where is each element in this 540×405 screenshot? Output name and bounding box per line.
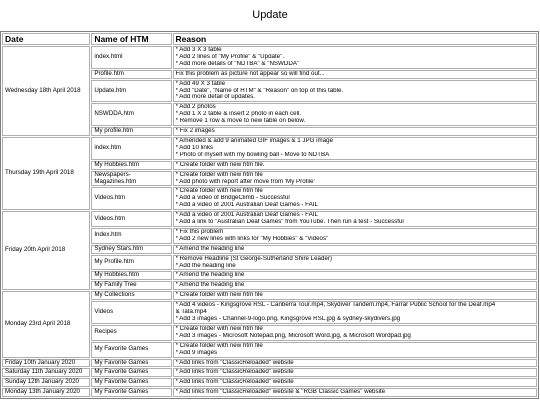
- reason-line: * Photo of myself with my bowling ball - Move to NDTBA: [175, 151, 330, 158]
- reason-line: * Create folder with new htm file: [175, 325, 263, 332]
- reason-cell: [173, 388, 537, 397]
- reason-cell: [173, 80, 537, 103]
- reason-line: * Remove 1 row & move to new table on below.: [175, 118, 306, 125]
- date-cell: Monday 13th January 2020: [2, 388, 90, 397]
- reason-line: * Create folder with new htm file: [175, 171, 263, 178]
- reason-line: * Create folder with new htm file: [175, 342, 263, 349]
- reason-line: * Add 3 images - Microsoft Notepad.png, Microsoft Word.jpg, & Microsoft Wordpad.jpg: [175, 332, 411, 339]
- reason-cell: [173, 378, 537, 387]
- header-date: Date: [2, 33, 90, 45]
- reason-cell: [173, 103, 537, 126]
- reason-line: * Add 49 X 3 table: [175, 80, 226, 87]
- reason-line: * Add links from "ClassicReloaded" website: [175, 379, 294, 386]
- reason-line: * Amend the heading line: [175, 282, 245, 289]
- reason-cell: [173, 291, 537, 300]
- table-body: [2, 46, 537, 397]
- reason-line: * Add more detail of updates.: [175, 94, 255, 101]
- reason-line: * Add 9 images: [175, 349, 218, 356]
- htm-name-cell: index.html: [91, 46, 171, 69]
- reason-line: * Add 3 X 3 table: [175, 47, 222, 53]
- header-reason: Reason: [173, 33, 537, 45]
- htm-name-cell: My Favorite Games: [91, 378, 171, 387]
- date-cell: Thursday 19th April 2018: [2, 137, 90, 210]
- reason-line: * Add 1 X 2 table & insert 2 photo in each cell.: [175, 111, 302, 118]
- reason-line: * Add 2 lines of "My Profile" & "Update".: [175, 53, 285, 60]
- reason-line: * Create folder with new htm file.: [175, 161, 265, 168]
- reason-cell: [173, 368, 537, 377]
- htm-name-cell: My Family Tree: [91, 281, 171, 290]
- htm-name-cell: My Hobbies.htm: [91, 161, 171, 170]
- htm-name-cell: My Favorite Games: [91, 359, 171, 368]
- table-row: [2, 46, 537, 69]
- htm-name-cell: Sydney Stars.htm: [91, 245, 171, 254]
- date-cell: Saturday 11th January 2020: [2, 368, 90, 377]
- reason-line: * Add a video of 2001 Australian Deaf Games - FAIL: [175, 202, 318, 209]
- table-row: [2, 137, 537, 160]
- reason-cell: [173, 228, 537, 244]
- reason-cell: [173, 137, 537, 160]
- htm-name-cell: My profile.htm: [91, 127, 171, 136]
- reason-line: * Add a video of BridgeClimb - Successful: [175, 195, 290, 202]
- update-table: [0, 31, 539, 399]
- reason-line: Fix this problem as picture not appear so will find out...: [175, 70, 325, 77]
- htm-name-cell: My Collections: [91, 291, 171, 300]
- htm-name-cell: Profile.htm: [91, 70, 171, 79]
- reason-line: * Add photo with report after move from 'My Profile': [175, 178, 315, 185]
- reason-cell: [173, 127, 537, 136]
- htm-name-cell: My Hobbies.htm: [91, 271, 171, 280]
- date-cell: Wednesday 18th April 2018: [2, 46, 90, 136]
- htm-name-cell: Newspapers-Magazines.htm: [91, 171, 171, 187]
- header-name: Name of HTM: [91, 33, 171, 45]
- reason-cell: [173, 342, 537, 358]
- reason-cell: [173, 359, 537, 368]
- reason-line: * Add a link to "Australian Deaf Games" from YouTube. Then run a test - Successful: [175, 219, 404, 226]
- page-title: Update: [252, 9, 288, 21]
- reason-line: * Remove Headline (St George-Sutherland Shire Leader): [175, 255, 333, 262]
- htm-name-cell: Videos.htm: [91, 211, 171, 227]
- reason-line: * Add 4 videos - Kingsgrove RSL - Canberra Tour.mp4, Skydiver Tandem.mp4, Farrar Public School for the Deaf.mp4: [175, 302, 496, 309]
- reason-line: * Add 10 links: [175, 144, 214, 151]
- reason-cell: [173, 301, 537, 324]
- reason-line: * Add 2 photos: [175, 104, 216, 111]
- reason-cell: [173, 70, 537, 79]
- table-row: [2, 378, 537, 387]
- reason-cell: [173, 281, 537, 290]
- reason-line: * Fix 2 images: [175, 128, 215, 135]
- date-cell: Friday 20th April 2018: [2, 211, 90, 290]
- reason-line: * Add a video of 2001 Australian Deaf Games - FAIL: [175, 212, 318, 219]
- htm-name-cell: My Favorite Games: [91, 342, 171, 358]
- htm-name-cell: Index.htm: [91, 228, 171, 244]
- date-cell: Monday 23rd April 2018: [2, 291, 90, 357]
- table-row: [2, 359, 537, 368]
- reason-cell: [173, 171, 537, 187]
- reason-line: * Add 3 images - Channel-9-logo.png, Kingsgrove RSL.jpg & sydney-skydivers.jpg: [175, 316, 401, 322]
- reason-line: * Add links from "ClassicReloaded" website & "RGB Classic Games" website: [175, 389, 386, 396]
- reason-line: * Amend the heading line: [175, 245, 245, 252]
- htm-name-cell: My Profile.htm: [91, 255, 171, 271]
- reason-line: & Tata.mp4: [175, 309, 207, 316]
- reason-line: * Add the heading line: [175, 262, 236, 269]
- reason-line: * Fix this problem: [175, 228, 224, 235]
- table-row: [2, 291, 537, 300]
- reason-line: * Amend the heading line: [175, 272, 245, 279]
- htm-name-cell: My Favorite Games: [91, 368, 171, 377]
- htm-name-cell: Videos.htm: [91, 187, 171, 210]
- reason-cell: [173, 161, 537, 170]
- htm-name-cell: Recipes: [91, 325, 171, 341]
- reason-cell: [173, 271, 537, 280]
- htm-name-cell: Videos: [91, 301, 171, 324]
- table-row: [2, 211, 537, 227]
- reason-cell: [173, 187, 537, 210]
- table-row: [2, 368, 537, 377]
- date-cell: Friday 10th January 2020: [2, 359, 90, 368]
- reason-line: * Add more details of "NDTBA" & "NSWDDA": [175, 60, 300, 67]
- date-cell: Sunday 12th January 2020: [2, 378, 90, 387]
- htm-name-cell: Update.htm: [91, 80, 171, 103]
- reason-cell: [173, 245, 537, 254]
- htm-name-cell: My Favorite Games: [91, 388, 171, 397]
- reason-cell: [173, 46, 537, 69]
- reason-cell: [173, 211, 537, 227]
- reason-cell: [173, 325, 537, 341]
- reason-line: * Create folder with new htm file: [175, 292, 263, 299]
- reason-line: * Add 2 new lines with links for "My Hobbies" & "Videos": [175, 235, 329, 242]
- reason-line: * Add links from "ClassicReloaded" website: [175, 369, 294, 376]
- reason-line: * Create folder with new htm file: [175, 188, 263, 195]
- reason-line: * Add "Date", "Name of HTM" & "Reason" on top of this table.: [175, 87, 344, 94]
- htm-name-cell: index.htm: [91, 137, 171, 160]
- htm-name-cell: NSWDDA.htm: [91, 103, 171, 126]
- table-header-row: [2, 33, 537, 45]
- reason-line: * Amended & add 9 animated GIF images & 1 JPG image: [175, 137, 334, 144]
- reason-line: * Add links from "ClassicReloaded" website: [175, 359, 294, 366]
- table-row: [2, 388, 537, 397]
- reason-cell: [173, 255, 537, 271]
